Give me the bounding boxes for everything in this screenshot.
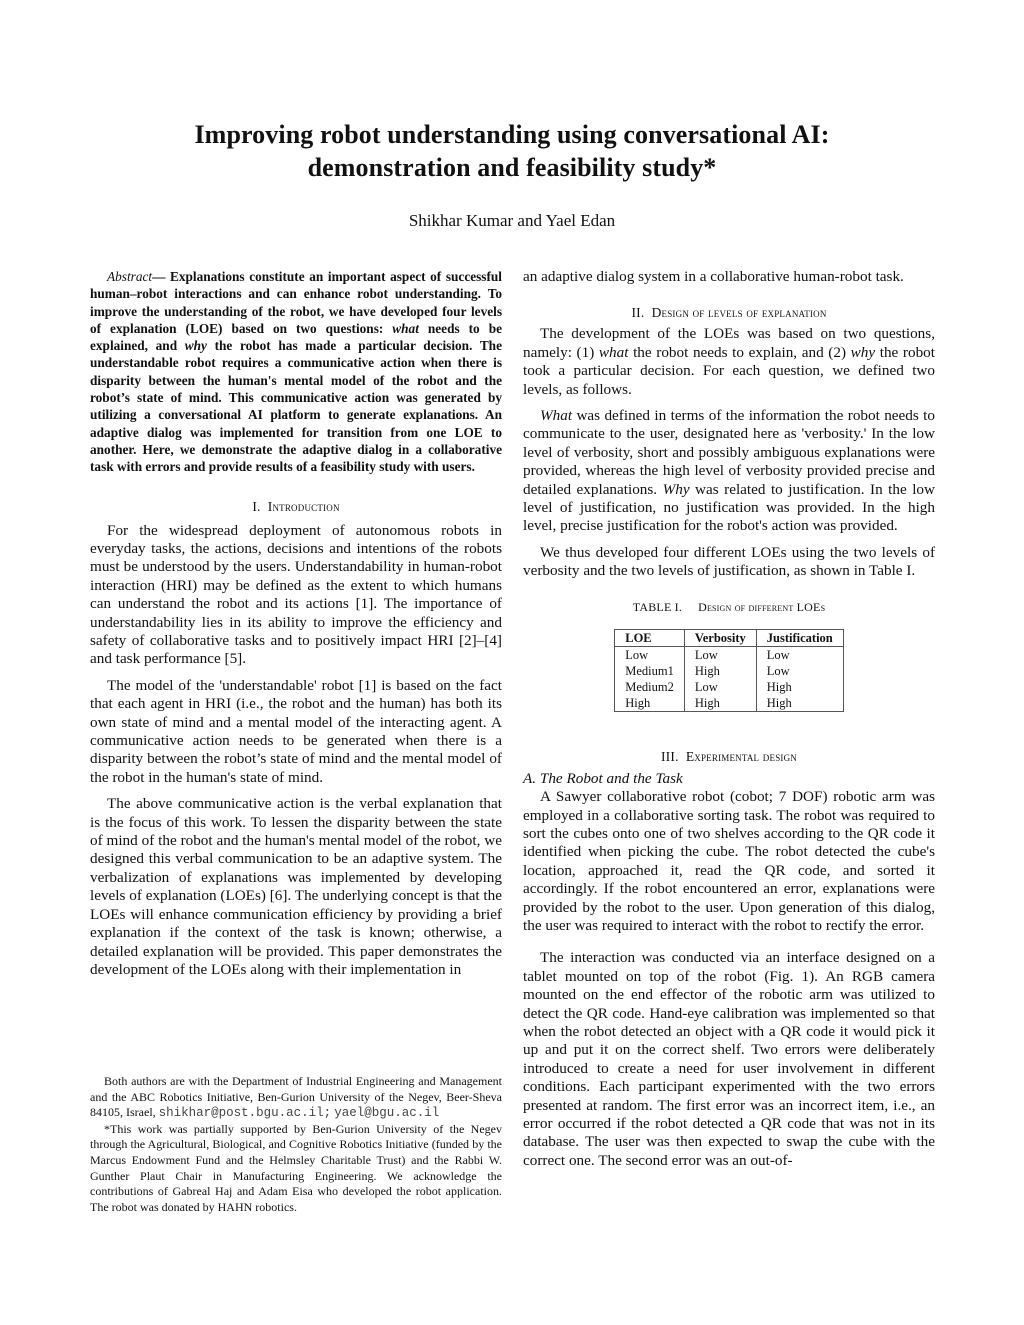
section-number: II.: [631, 305, 645, 321]
table-cell: Low: [756, 663, 843, 679]
abstract-label: Abstract: [107, 269, 153, 284]
emphasis-what: what: [598, 343, 629, 361]
section-number: III.: [660, 748, 679, 764]
intro-paragraph-1: For the widespread deployment of autonomous robots in everyday tasks, the actions, decisions and intentions of the robots must be understood by the users. Understandability in human-robot interaction (HRI) may be defined as the extent to which humans can understand the robot and its actions [1]. The importance of understandability lies in its ability to improve the efficiency and safety of collaborative tasks and to positively impact HRI [2]–[4] and task performance [5].: [90, 521, 502, 668]
table-cell: Medium2: [615, 679, 685, 695]
paper-title: [0, 118, 1024, 184]
footnote-funding: *This work was partially supported by Ben-Gurion University of the Negev through the Agricultural, Biological, and Cognitive Robotics Initiative (funded by the Marcus Endowment Fund and the Helmsley Charitable Trust) and the Rabbi W. Gunther Plaut Chair in Manufacturing Engineering. We acknowledge the contributions of Gabreal Haj and Adam Eisa who developed the robot application. The robot was donated by HAHN robotics.: [90, 1121, 502, 1214]
subsection-heading: A. The Robot and the Task: [523, 769, 683, 787]
abstract-text-3: the robot has made a particular decision. The understandable robot requires a communicative action when there is disparity between the human's mental model of the robot and the robot’s state of mind. This communicative action was generated by utilizing a conversational AI platform to generate explanations. An adaptive dialog was implemented for transition from one LOE to another. Here, we demonstrate the adaptive dialog in a collaborative task with errors and provide results of a feasibility study with users.: [90, 338, 502, 475]
abstract: [90, 268, 502, 476]
table-cell: High: [756, 695, 843, 712]
table-cell: High: [756, 679, 843, 695]
table-caption: [523, 599, 935, 615]
table-label: TABLE I.: [632, 599, 683, 614]
text: was defined in terms of the information the robot needs to communicate to the user, designated here as 'verbosity.' In the low level of verbosity, short and possibly ambiguous explanations were provided, whereas the high level of verbosity provided precise and detailed explanations.: [523, 407, 935, 498]
section-heading-introduction: [90, 498, 502, 516]
design-paragraph-3: We thus developed four different LOEs using the two levels of verbosity and the two levels of justification, as shown in Table I.: [523, 543, 935, 580]
table-cell: Low: [684, 679, 756, 695]
table-header-row: [615, 629, 844, 646]
footnotes: [90, 1074, 502, 1215]
loe-table: [614, 629, 844, 712]
experimental-paragraph-2: The interaction was conducted via an interface designed on a tablet mounted on top of the robot (Fig. 1). An RGB camera mounted on the end effector of the robotic arm was utilized to detect the QR code. Hand-eye calibration was implemented so that when the robot detected an object with a QR code it would pick it up and put it on the correct shelf. Two errors were deliberately introduced to create a need for user involvement in different conditions. Each participant experimented with the two errors presented at random. The first error was an incorrect item, i.e., an error occurred if the robot detected a QR code that was not in its database. The user was then expected to swap the cube with the correct one. The second error was an out-of-: [523, 949, 935, 1169]
text: was related to justification. In the low level of justification, no justification was provided. In the high level, precise justification for the robot's action was provided.: [523, 480, 935, 535]
emphasis-what: What: [540, 407, 573, 425]
abstract-what: what: [392, 320, 419, 336]
section-title: Experimental design: [685, 748, 798, 764]
table-cell: Medium1: [615, 663, 685, 679]
table-header-cell: LOE: [615, 629, 685, 646]
section-heading-design: [523, 304, 935, 322]
section-title: Introduction: [267, 498, 340, 514]
table-cell: Low: [615, 646, 685, 663]
section-number: I.: [252, 498, 261, 514]
table-cell: High: [615, 695, 685, 712]
table-row: [615, 679, 844, 695]
table-caption-title: Design of different LOEs: [698, 599, 826, 614]
text: the robot took a particular decision. For each question, we defined two levels, as follows.: [523, 343, 935, 398]
email-link-yael[interactable]: yael@bgu.ac.il: [334, 1106, 440, 1121]
table-cell: Low: [756, 646, 843, 663]
intro-paragraph-2: The model of the 'understandable' robot [1] is based on the fact that each agent in HRI (i.e., the robot and the human) has both its own state of mind and a mental model of the interacting agent. A communicative action needs to be generated when there is a disparity between the robot’s state of mind and the mental model of the robot in the human's state of mind.: [90, 676, 502, 786]
table-header-cell: Justification: [756, 629, 843, 646]
table-cell: High: [684, 695, 756, 712]
table-header-cell: Verbosity: [684, 629, 756, 646]
title-line-1: Improving robot understanding using conversational AI:: [194, 120, 830, 149]
text: the robot needs to explain, and (2): [628, 343, 851, 361]
table-row: [615, 695, 844, 712]
affiliation-text: Both authors are with the Department of Industrial Engineering and Management and the ABC Robotics Initiative, Ben-Gurion University of the Negev, Beer-Sheva 84105, Israel,: [90, 1074, 502, 1120]
table-row: [615, 646, 844, 663]
intro-paragraph-3-continued: an adaptive dialog system in a collaborative human-robot task.: [523, 268, 904, 285]
abstract-text-1: Explanations constitute an important aspect of successful human–robot interactions and can enhance robot understanding. To improve the understanding of the robot, we have developed four levels of explanation (LOE) based on two questions:: [90, 269, 502, 336]
authors: Shikhar Kumar and Yael Edan: [408, 211, 616, 230]
abstract-dash: —: [152, 269, 166, 284]
table-cell: Low: [684, 646, 756, 663]
emphasis-why: why: [850, 343, 876, 361]
design-paragraph-1: [523, 325, 935, 399]
text: The development of the LOEs was based on two questions, namely: (1): [523, 325, 935, 361]
section-title: Design of levels of explanation: [651, 305, 827, 321]
section-heading-experimental: [523, 748, 935, 766]
right-column: [523, 268, 935, 1170]
left-column: [90, 268, 502, 1214]
experimental-paragraph-1: A Sawyer collaborative robot (cobot; 7 DOF) robotic arm was employed in a collaborative sorting task. The robot was required to sort the cubes onto one of two shelves according to the QR code it identified when picking the cube. The robot detected the cube's location, approached it, read the QR code, and sorted it accordingly. If the robot encountered an error, explanations were provided by the robot to the user. Upon generation of this dialog, the user was required to interact with the robot to rectify the error.: [523, 788, 935, 934]
footnote-affiliation: [90, 1074, 502, 1122]
table-cell: High: [684, 663, 756, 679]
email-link-shikhar[interactable]: shikhar@post.bgu.ac.il;: [158, 1106, 332, 1121]
emphasis-why: Why: [662, 480, 690, 498]
abstract-text-2: needs to be explained, and: [90, 320, 502, 354]
table-row: [615, 663, 844, 679]
intro-paragraph-3: The above communicative action is the verbal explanation that is the focus of this work. To lessen the disparity between the state of mind of the robot and the human's mental model of the robot, we designed this verbal communication to be an adaptive system. The verbalization of explanations was implemented by developing levels of explanation (LOEs) [6]. The underlying concept is that the LOEs will enhance communication efficiency by providing a brief explanation if the context of the task is known; otherwise, a detailed explanation will be provided. This paper demonstrates the development of the LOEs along with their implementation in: [90, 795, 502, 978]
title-line-2: demonstration and feasibility study*: [307, 153, 717, 182]
abstract-why: why: [184, 338, 207, 354]
design-paragraph-2: [523, 407, 935, 536]
